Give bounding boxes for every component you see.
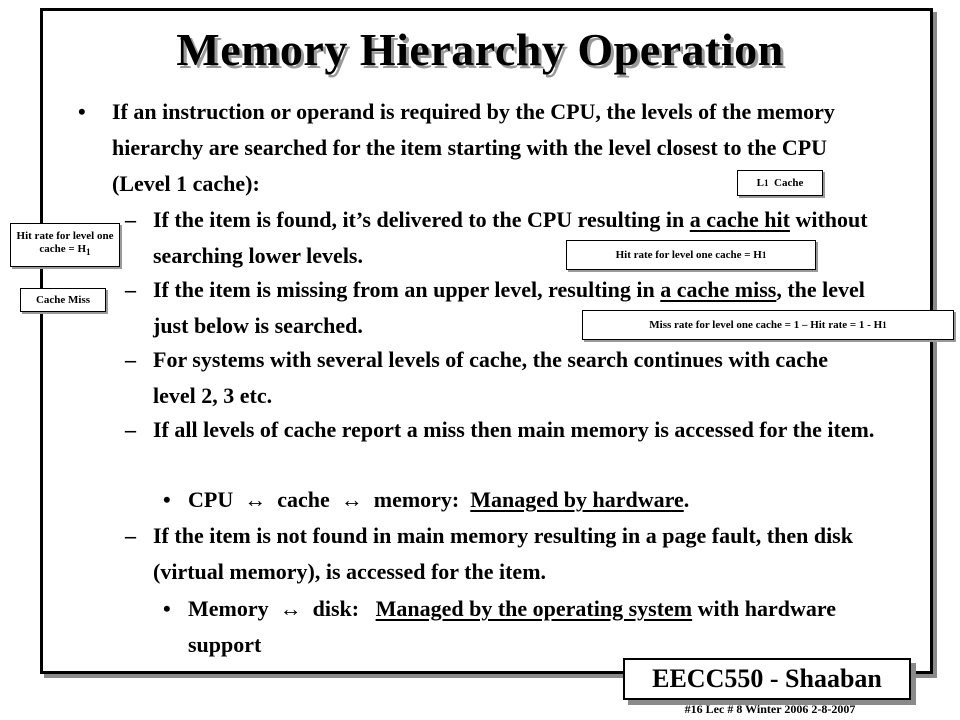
- hit-rate-left-subscript: 1: [86, 247, 91, 258]
- hit-text-post: without searching lower levels.: [153, 207, 868, 268]
- miss-text-post: , the level just below is searched.: [153, 277, 865, 338]
- managed-by-hardware-term: Managed by hardware: [470, 487, 684, 512]
- sub-bullet-levels: For systems with several levels of cache, the search continues with cache level 2, 3 etc.: [153, 347, 828, 408]
- sub-bullet-main-memory: If all levels of cache report a miss then main memory is accessed for the item.: [153, 417, 875, 442]
- dash-icon: –: [125, 417, 136, 442]
- sub-bullet-disk: If the item is not found in main memory resulting in a page fault, then disk (virtual memory), is accessed for the item.: [153, 523, 853, 584]
- l1-subscript: 1: [763, 177, 769, 188]
- hardware-period: .: [683, 487, 690, 512]
- slide-title: Memory Hierarchy Operation: [176, 24, 784, 75]
- dash-icon: –: [125, 347, 136, 372]
- main-bullet-text: If an instruction or operand is required by the CPU, the levels of the memory hierarchy are searched for the item starting with the level closest to the CPU (Level 1 cache):: [112, 99, 835, 196]
- bullet-dot-icon: •: [78, 99, 86, 124]
- course-badge: EECC550 - Shaaban: [623, 658, 911, 700]
- hit-rate-left-text: Hit rate for level one cache = H: [16, 230, 114, 256]
- bullet-dot-icon: •: [163, 596, 171, 621]
- hit-rate-left-callout: [10, 223, 120, 267]
- cpu-cache-memory-text: CPU ↔ cache ↔ memory:: [188, 487, 471, 512]
- dash-icon: –: [125, 207, 136, 232]
- slide-footer: #16 Lec # 8 Winter 2006 2-8-2007: [684, 702, 856, 716]
- dash-icon: –: [125, 523, 136, 548]
- cache-hit-term: a cache hit: [689, 207, 790, 232]
- memory-disk-text: Memory ↔ disk:: [188, 596, 376, 621]
- hit-rate-right-subscript: 1: [761, 249, 767, 260]
- os-text-post: with hardware support: [188, 596, 836, 657]
- hit-text-pre: If the item is found, it’s delivered to the CPU resulting in: [153, 207, 690, 232]
- managed-by-os-term: Managed by the operating system: [375, 596, 693, 621]
- l1-label: L: [756, 176, 764, 189]
- sub-bullet-hardware: [188, 482, 888, 518]
- cache-miss-term: a cache miss: [660, 277, 777, 302]
- miss-rate-subscript: 1: [882, 319, 887, 330]
- hit-rate-right-callout: [566, 240, 816, 270]
- dash-icon: –: [125, 277, 136, 302]
- bullet-dot-icon: •: [163, 487, 171, 512]
- miss-rate-text: Miss rate for level one cache = 1 – Hit rate = 1 - H: [649, 318, 883, 331]
- miss-rate-callout: [582, 310, 954, 340]
- l1-cache-callout: [737, 170, 823, 196]
- hit-rate-right-text: Hit rate for level one cache = H: [615, 248, 762, 261]
- miss-text-pre: If the item is missing from an upper level, resulting in: [153, 277, 661, 302]
- cache-miss-callout: Cache Miss: [20, 288, 106, 312]
- l1-cache-label: Cache: [768, 176, 804, 189]
- sub-bullet-os: [188, 591, 868, 663]
